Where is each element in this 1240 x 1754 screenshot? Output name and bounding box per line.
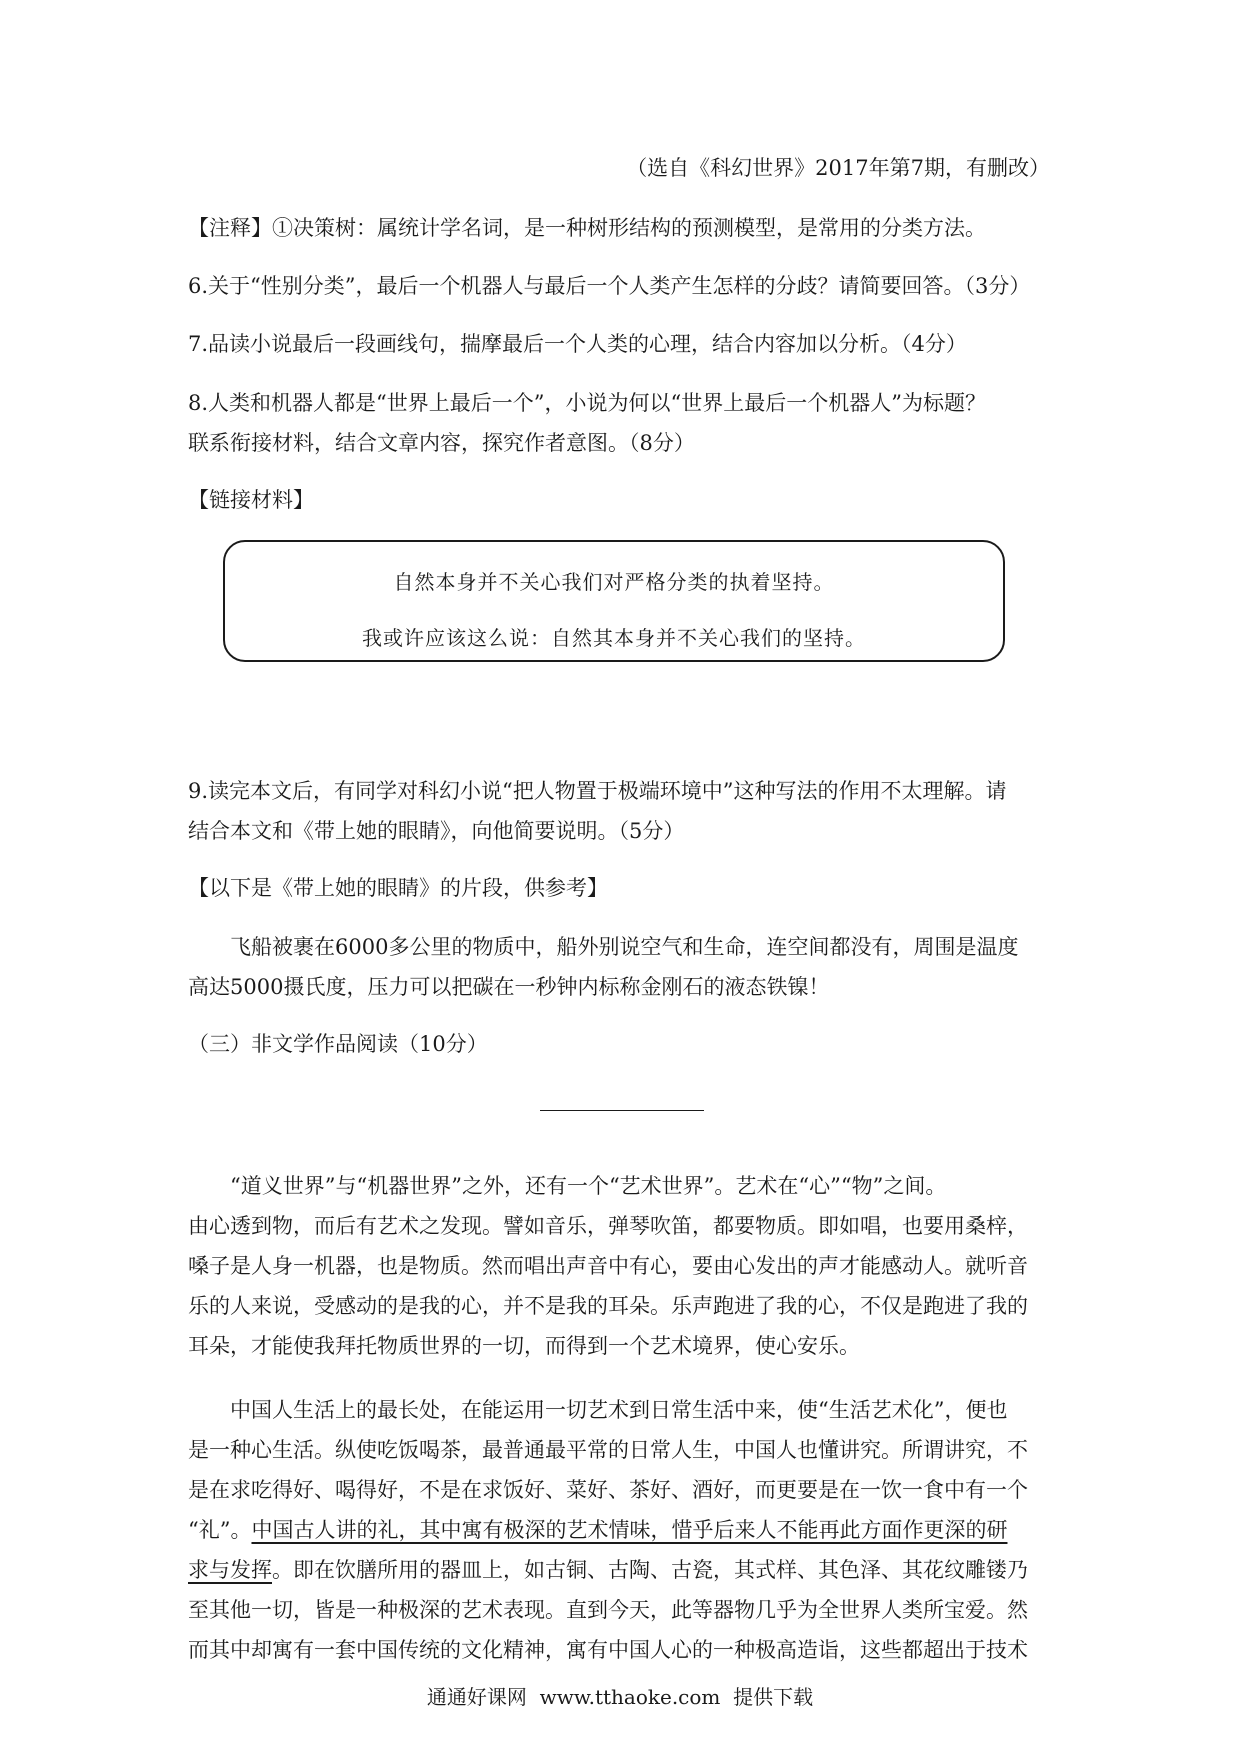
paragraph-2-line-4-plain: “礼”。: [188, 1518, 252, 1542]
source-note: （选自《科幻世界》2017年第7期，有删改）: [626, 156, 1050, 180]
annotation-note: 【注释】①决策树：属统计学名词，是一种树形结构的预测模型，是常用的分类方法。: [188, 216, 986, 240]
excerpt-heading: 【以下是《带上她的眼睛》的片段，供参考】: [188, 876, 608, 900]
paragraph-2-line-4: [188, 1510, 1058, 1550]
footer-site-name: 通通好课网: [426, 1685, 527, 1709]
paragraph-2-line-7: 而其中却寓有一套中国传统的文化精神，寓有中国人心的一种极高造诣，这些都超出于技术: [188, 1638, 1028, 1662]
excerpt-line-2: 高达5000摄氏度，压力可以把碳在一秒钟内标称金刚石的液态铁镍！: [188, 975, 830, 999]
paragraph-2-line-2: 是一种心生活。纵使吃饭喝茶，最普通最平常的日常人生，中国人也懂讲究。所谓讲究，不: [188, 1438, 1028, 1462]
question-8-line-2: 联系衔接材料，结合文章内容，探究作者意图。（8分）: [188, 431, 695, 455]
paragraph-1-line-2: 由心透到物，而后有艺术之发现。譬如音乐，弹琴吹笛，都要物质。即如唱，也要用桑梓，: [188, 1214, 1028, 1238]
paragraph-1-line-3: 嗓子是人身一机器，也是物质。然而唱出声音中有心，要由心发出的声才能感动人。就听音: [188, 1254, 1028, 1278]
question-6: 6.关于“性别分类”，最后一个机器人与最后一个人类产生怎样的分歧？请简要回答。（3分）: [188, 274, 1031, 298]
question-7: 7.品读小说最后一段画线句，揣摩最后一个人类的心理，结合内容加以分析。（4分）: [188, 332, 967, 356]
question-9-line-1: 9.读完本文后，有同学对科幻小说“把人物置于极端环境中”这种写法的作用不太理解。请: [188, 779, 1007, 803]
paragraph-1-line-1: “道义世界”与“机器世界”之外，还有一个“艺术世界”。艺术在“心”“物”之间。: [230, 1174, 947, 1198]
link-material-line-2: 我或许应该这么说：自然其本身并不关心我们的坚持。: [362, 626, 866, 650]
question-8-line-1: 8.人类和机器人都是“世界上最后一个”，小说为何以“世界上最后一个机器人”为标题？: [188, 391, 986, 415]
footer-tail: 提供下载: [733, 1685, 814, 1709]
paragraph-2-line-1: 中国人生活上的最长处，在能运用一切艺术到日常生活中来，使“生活艺术化”，便也: [230, 1398, 1008, 1422]
footer-url[interactable]: www.tthaoke.com: [539, 1685, 721, 1709]
paragraph-2-line-5-plain: 。即在饮膳所用的器皿上，如古铜、古陶、古瓷，其式样、其色泽、其花纹雕镂乃: [272, 1558, 1028, 1582]
link-material-box: [223, 540, 1005, 662]
page-footer: [0, 1682, 1240, 1712]
underlined-sentence-part-2: 求与发挥: [188, 1558, 272, 1582]
question-9-line-2: 结合本文和《带上她的眼睛》，向他简要说明。（5分）: [188, 819, 685, 843]
paragraph-1-line-4: 乐的人来说，受感动的是我的心，并不是我的耳朵。乐声跑进了我的心，不仅是跑进了我的: [188, 1294, 1028, 1318]
link-material-heading: 【链接材料】: [188, 488, 314, 512]
paragraph-1-line-5: 耳朵，才能使我拜托物质世界的一切，而得到一个艺术境界，使心安乐。: [188, 1334, 860, 1358]
excerpt-line-1: 飞船被裹在6000多公里的物质中，船外别说空气和生命，连空间都没有，周围是温度: [230, 935, 1019, 959]
title-blank-line: [540, 1110, 704, 1111]
paragraph-2-line-5: [188, 1550, 1058, 1590]
link-material-line-1: 自然本身并不关心我们对严格分类的执着坚持。: [393, 570, 835, 594]
section-3-heading: （三）非文学作品阅读（10分）: [188, 1032, 488, 1056]
paragraph-2-line-6: 至其他一切，皆是一种极深的艺术表现。直到今天，此等器物几乎为全世界人类所宝爱。然: [188, 1598, 1028, 1622]
underlined-sentence-part-1: 中国古人讲的礼，其中寓有极深的艺术情味，惜乎后来人不能再此方面作更深的研: [251, 1518, 1008, 1542]
paragraph-2-line-3: 是在求吃得好、喝得好，不是在求饭好、菜好、茶好、酒好，而更要是在一饮一食中有一个: [188, 1478, 1028, 1502]
